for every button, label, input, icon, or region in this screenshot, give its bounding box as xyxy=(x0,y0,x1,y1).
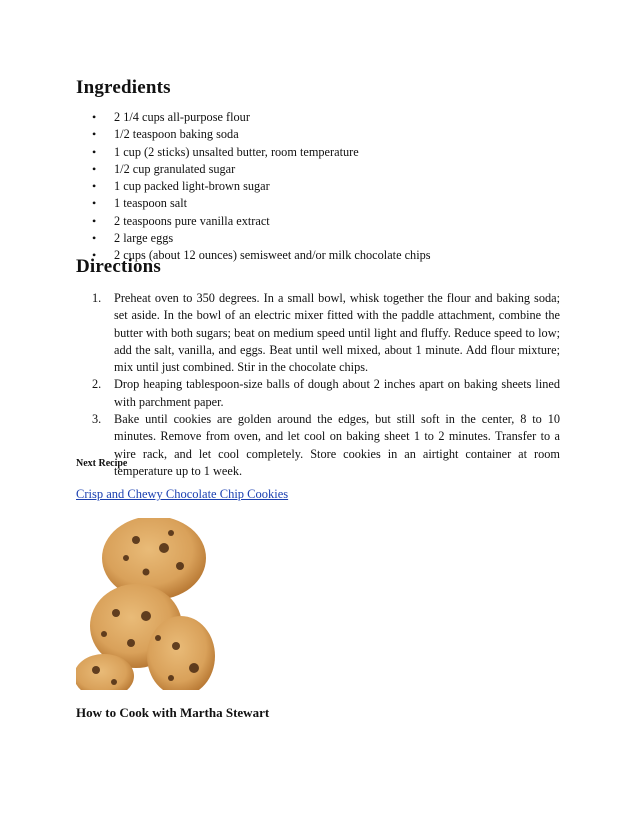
next-recipe-link[interactable]: Crisp and Chewy Chocolate Chip Cookies xyxy=(76,487,289,501)
ingredient-item: • 1/2 teaspoon baking soda xyxy=(92,126,431,143)
step-text: Bake until cookies are golden around the edges, but still soft in the center, 8 to 10 minutes. Remove from oven, and let cool on baking sheet 1 to 2 minutes. Transfer to a wire rack, and let cool completely. Store cookies in an airtight container at room temperature up to 1 week. xyxy=(114,412,560,478)
ingredient-item: • 1 cup (2 sticks) unsalted butter, room temperature xyxy=(92,144,431,161)
ingredient-item: • 2 cups (about 12 ounces) semisweet and/or milk chocolate chips xyxy=(92,247,431,264)
ingredient-item: • 1 teaspoon salt xyxy=(92,195,431,212)
direction-step xyxy=(92,290,560,376)
ingredient-item: • 1/2 cup granulated sugar xyxy=(92,161,431,178)
ingredients-heading: Ingredients xyxy=(76,77,171,98)
direction-step xyxy=(92,376,560,411)
step-text: Drop heaping tablespoon-size balls of dough about 2 inches apart on baking sheets lined with parchment paper. xyxy=(114,377,560,409)
step-text: Preheat oven to 350 degrees. In a small bowl, whisk together the flour and baking soda; set aside. In the bowl of an electric mixer fitted with the paddle attachment, combine the butter with both sugars; beat on medium speed until light and fluffy. Reduce speed to low; add the salt, vanilla, and eggs. Beat until well mixed, about 1 minute. Add flour mixture; mix until just combined. Stir in the chocolate chips. xyxy=(114,291,560,375)
step-number: 2. xyxy=(92,377,102,392)
ingredient-item: • 2 1/4 cups all-purpose flour xyxy=(92,109,431,126)
directions-list xyxy=(92,290,560,480)
ingredients-list xyxy=(92,109,431,265)
step-number: 3. xyxy=(92,412,102,427)
direction-step xyxy=(92,411,560,480)
ingredient-item: • 2 teaspoons pure vanilla extract xyxy=(92,213,431,230)
cookies-photo xyxy=(76,518,224,690)
directions-heading: Directions xyxy=(76,256,162,277)
ingredient-item: • 1 cup packed light-brown sugar xyxy=(92,178,431,195)
ingredient-item: • 2 large eggs xyxy=(92,230,431,247)
step-number: 1. xyxy=(92,291,102,305)
next-recipe-label: Next Recipe xyxy=(76,458,128,469)
book-title: How to Cook with Martha Stewart xyxy=(76,705,270,720)
